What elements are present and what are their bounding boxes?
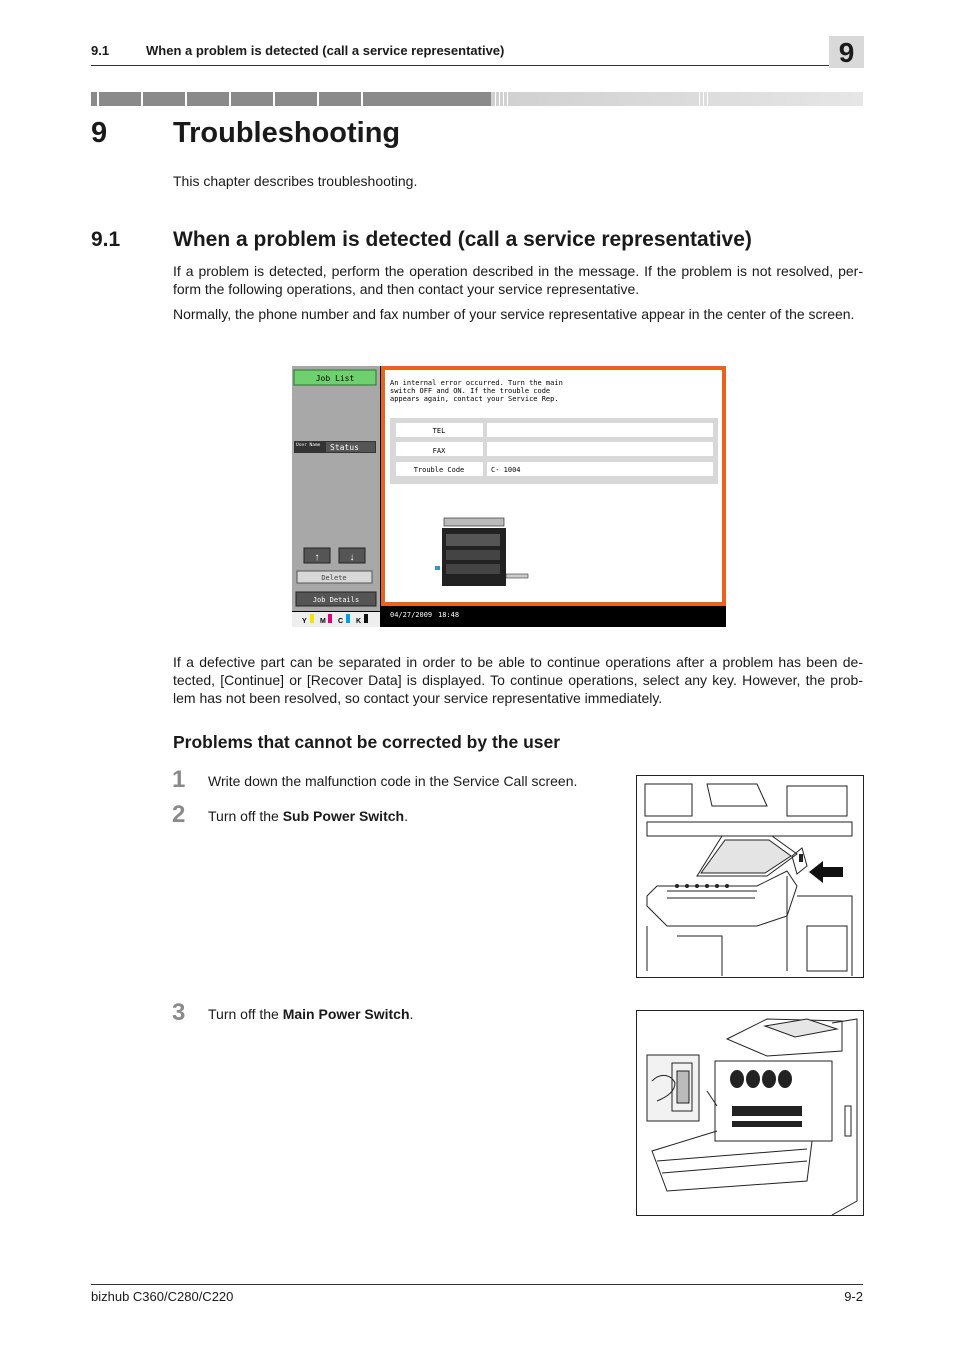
chapter-number: 9: [91, 117, 108, 149]
trouble-code-label: Trouble Code: [413, 466, 465, 474]
date-display: 04/27/2009: [390, 611, 433, 619]
job-details-button[interactable]: Job Details: [312, 596, 360, 604]
step-3-text-start: Turn off the: [208, 1006, 283, 1022]
error-message-line-3: appears again, contact your Service Rep.: [390, 395, 559, 403]
chapter-intro: This chapter describes troubleshooting.: [173, 173, 418, 189]
step-2-text-bold: Sub Power Switch: [282, 808, 405, 824]
footer-model: bizhub C360/C280/C220: [91, 1289, 234, 1304]
main-power-switch-illustration-icon: [637, 1011, 863, 1215]
error-message-line-2: switch OFF and ON. If the trouble code: [390, 387, 551, 395]
step-2-number: 2: [172, 801, 186, 828]
header-rule: [91, 65, 863, 66]
step-3-text-bold: Main Power Switch: [282, 1006, 410, 1022]
delete-button[interactable]: Delete: [321, 574, 347, 582]
toner-k-label: K: [356, 618, 362, 625]
chapter-tab: 9: [829, 36, 864, 68]
arrow-indicator-icon: [809, 861, 843, 883]
step-3-text: [208, 1006, 413, 1022]
sub-power-switch-illustration-icon: [637, 776, 863, 977]
header-section-number: 9.1: [91, 43, 110, 58]
service-call-screen-drawing: [292, 366, 726, 627]
scroll-down-icon[interactable]: ↓: [349, 552, 355, 563]
status-button[interactable]: Status: [330, 443, 359, 452]
step-1-text: [208, 773, 577, 789]
job-list-button[interactable]: Job List: [315, 374, 355, 383]
toner-m-label: M: [320, 618, 326, 625]
scroll-up-icon[interactable]: ↑: [314, 552, 320, 563]
section-paragraph-1: If a problem is detected, perform the operation described in the message. If the problem is not resolved, per-form the following operations, and then contact your service representative.: [173, 263, 863, 297]
toner-y-label: Y: [302, 618, 307, 625]
section-title: When a problem is detected (call a service representative): [173, 228, 752, 251]
step-3-number: 3: [172, 999, 186, 1026]
decorative-stripe: [91, 92, 863, 106]
subsection-title: Problems that cannot be corrected by the user: [173, 732, 561, 752]
error-message-line-1: An internal error occurred. Turn the main: [390, 379, 563, 387]
section-paragraph-2: Normally, the phone number and fax number of your service representative appear in the center of the screen.: [173, 306, 855, 322]
error-message: [390, 379, 567, 403]
header-section-title: When a problem is detected (call a service representative): [146, 43, 505, 58]
toner-c-label: C: [338, 618, 344, 625]
tel-label: TEL: [432, 427, 446, 435]
footer-rule: [91, 1284, 863, 1285]
time-display: 18:48: [438, 611, 460, 619]
user-name-label: User Name: [296, 443, 321, 448]
footer-page-number: 9-2: [844, 1289, 863, 1304]
trouble-code-value: C- 1004: [491, 466, 521, 474]
step-2-text: [208, 808, 408, 824]
main-power-switch-figure: [636, 1010, 864, 1216]
sub-power-switch-figure: [636, 775, 864, 978]
section-number: 9.1: [91, 228, 121, 251]
step-2-text-end: .: [404, 808, 408, 824]
step-3-text-end: .: [409, 1006, 414, 1022]
step-1-text-start: Write down the malfunction code in the Service Call screen.: [208, 773, 578, 789]
chapter-title: Troubleshooting: [173, 117, 401, 149]
fax-label: FAX: [432, 447, 446, 455]
step-2-text-start: Turn off the: [208, 808, 283, 824]
service-call-screen: [292, 366, 726, 627]
step-1-number: 1: [172, 766, 186, 793]
section-paragraph-3: If a defective part can be separated in order to be able to continue operations after a problem has been de-tected, [Continue] or [Recover Data] is displayed. To continue operations, select any key. However, the prob-lem has not been resolved, so contact your service representative immediately.: [173, 654, 863, 706]
